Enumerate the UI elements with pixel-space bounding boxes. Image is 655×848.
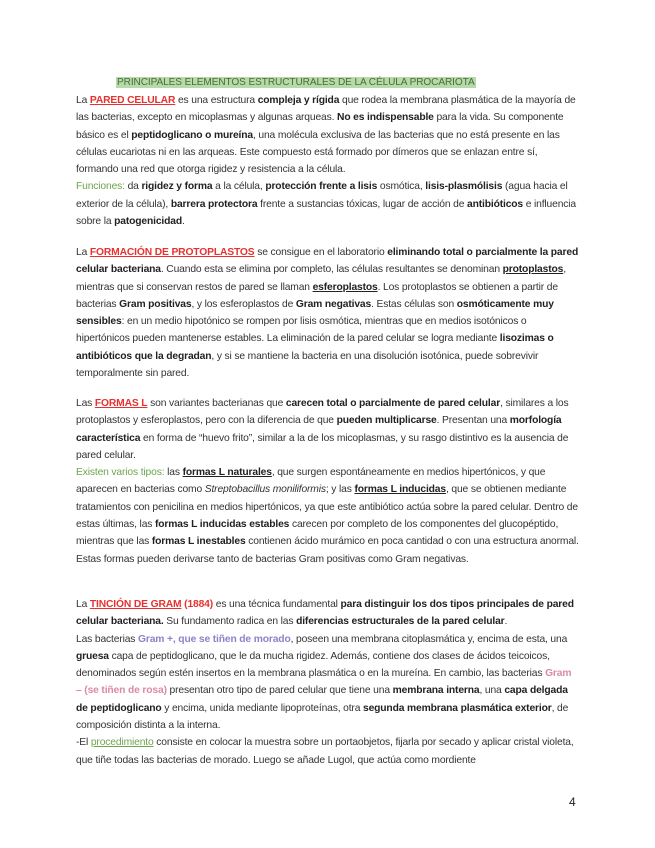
term-formas-l-naturales: formas L naturales bbox=[182, 467, 272, 479]
formas-l-paragraph bbox=[76, 395, 579, 464]
text: da bbox=[124, 181, 142, 193]
text: , de composición distinta a la interna. bbox=[76, 702, 569, 732]
pared-paragraph bbox=[76, 92, 579, 178]
text: frente a sustancias tóxicas, lugar de acción de bbox=[257, 198, 468, 210]
text: consiste en colocar la muestra sobre un portaobjetos, fijarla por secado y aplicar cristal violeta, que tiñe todas las bacterias de morado. Luego se añade Lugol, que actúa como mordiente bbox=[76, 737, 574, 766]
text: . Cuando esta se elimina por completo, las células resultantes se denominan bbox=[160, 264, 503, 276]
text: en forma de “huevo frito”, similar a la de los micoplasmas, y su rasgo distintivo es la ausencia de pared celular. bbox=[76, 432, 569, 461]
gram-positive-label: Gram +, que se tiñen de morado bbox=[138, 633, 291, 645]
text: . bbox=[182, 216, 185, 228]
species-name: Streptobacillus moniliformis bbox=[204, 484, 326, 496]
text: . Presentan una bbox=[436, 415, 510, 427]
gram-intro-paragraph bbox=[76, 596, 579, 631]
bold-text: diferencias estructurales de la pared celular bbox=[296, 616, 505, 628]
text: , mientras que si conservan restos de pared se llaman bbox=[76, 264, 566, 293]
gram-detail-paragraph bbox=[76, 631, 579, 735]
text: carecen por completo de los componentes del glucopéptido, mientras que las bbox=[76, 519, 559, 548]
bold-text: morfología característica bbox=[76, 415, 562, 444]
text: a la célula, bbox=[212, 181, 266, 193]
bold-text: gruesa bbox=[76, 650, 109, 662]
procedimiento-label: procedimiento bbox=[90, 737, 154, 749]
text: osmótica, bbox=[377, 181, 426, 193]
term-formas-l: FORMAS L bbox=[94, 398, 148, 409]
text: , una molécula exclusiva de las bacterias que no está presente en las células eucariotas ni en las arqueas. Este compuesto está formado por dímeros que se enlazan entre sí, formando una red que otorga rigidez y resistencia a la célula. bbox=[76, 129, 560, 176]
section-formas-l bbox=[76, 395, 579, 568]
bold-text: patogenicidad bbox=[114, 216, 183, 228]
text: e influencia sobre la bbox=[76, 198, 577, 228]
text: , y si se mantiene la bacteria en una disolución isotónica, puede sobrevivir temporalmente sin pared. bbox=[76, 350, 539, 380]
bold-text: para distinguir los dos tipos principales de pared celular bacteriana. bbox=[76, 599, 574, 628]
text: Su fundamento radica en las bbox=[163, 616, 297, 628]
bold-text: Gram negativas bbox=[295, 298, 372, 310]
term-formas-l-inducidas: formas L inducidas bbox=[354, 484, 446, 496]
bold-text: osmóticamente muy sensibles bbox=[76, 298, 554, 328]
bold-text: peptidoglicano o mureína bbox=[131, 129, 253, 141]
text: , y los esferoplastos de bbox=[191, 298, 296, 310]
gram-year: (1884) bbox=[181, 599, 214, 610]
text: contienen ácido murámico en poca cantidad o con una estructura anormal. Estas formas pueden derivarse tanto de bacterias Gram positivas como Gram negativas. bbox=[76, 536, 579, 565]
text: capa de peptidoglicano, que le da mucha rigidez. Además, contiene dos clases de ácidos teicoicos, denominados según estén insertos en la membrana plasmática o en la mureína. En cambio, las bacterias bbox=[76, 650, 550, 680]
bold-text: pueden multiplicarse bbox=[336, 415, 437, 427]
text: : en un medio hipotónico se rompen por lisis osmótica, mientras que en medios isotónicos o hipertónicos pueden mantenerse estables. La eliminación de la pared celular se logra mediante bbox=[76, 316, 527, 345]
title-highlight: PRINCIPALES ELEMENTOS ESTRUCTURALES DE LA CÉLULA PROCARIOTA bbox=[117, 77, 475, 88]
term-pared-celular: PARED CELULAR bbox=[89, 95, 176, 106]
bold-text: eliminando total o parcialmente la pared celular bacteriana bbox=[76, 247, 579, 276]
funciones-label: Funciones: bbox=[76, 181, 125, 193]
bold-text: Gram positivas bbox=[119, 298, 192, 310]
gram-negative-label: Gram – (se tiñen de rosa) bbox=[76, 668, 572, 697]
funciones-paragraph bbox=[76, 178, 579, 230]
text: que rodea la membrana plasmática de la mayoría de las bacterias, excepto en micoplasmas y algunas arqueas. bbox=[76, 95, 576, 124]
bold-text: capa delgada de peptidoglicano bbox=[76, 685, 568, 714]
text: es una estructura bbox=[175, 95, 258, 106]
tipos-label: Existen varios tipos: bbox=[76, 467, 165, 479]
term-esferoplastos: esferoplastos bbox=[312, 281, 378, 293]
bold-text: No es indispensable bbox=[337, 112, 434, 124]
text: (agua hacia el exterior de la célula), bbox=[76, 181, 568, 210]
term-formacion-protoplastos: FORMACIÓN DE PROTOPLASTOS bbox=[89, 247, 255, 258]
text: Las bbox=[76, 398, 95, 409]
text: se consigue en el laboratorio bbox=[254, 247, 388, 258]
tipos-paragraph bbox=[76, 464, 579, 568]
text: ; y las bbox=[325, 484, 355, 496]
bold-text: barrera protectora bbox=[170, 198, 258, 210]
text: -El bbox=[76, 737, 91, 749]
procedimiento-paragraph bbox=[76, 734, 579, 769]
page-number: 4 bbox=[569, 795, 576, 809]
bold-text: protección frente a lisis bbox=[265, 181, 378, 193]
section-tincion-gram bbox=[76, 596, 579, 769]
text: son variantes bacterianas que bbox=[147, 398, 286, 409]
protoplastos-paragraph bbox=[76, 244, 579, 382]
text: las bbox=[164, 467, 183, 479]
section-protoplastos bbox=[76, 244, 579, 382]
bold-text: segunda membrana plasmática exterior bbox=[363, 702, 552, 714]
text: para la vida. Su componente básico es el bbox=[76, 112, 564, 141]
text: Las bacterias bbox=[76, 633, 139, 645]
bold-text: antibióticos bbox=[467, 198, 523, 210]
text: , una bbox=[479, 685, 505, 697]
bold-text: formas L inestables bbox=[151, 536, 246, 548]
text: y encima, unida mediante lipoproteínas, otra bbox=[161, 702, 363, 714]
bold-text: lisozimas o antibióticos que la degradan bbox=[76, 333, 554, 362]
text: La bbox=[76, 247, 90, 258]
bold-text: rigidez y forma bbox=[141, 181, 213, 193]
text: La bbox=[76, 95, 90, 106]
bold-text: formas L inducidas estables bbox=[154, 519, 290, 531]
text: , poseen una membrana citoplasmática y, encima de esta, una bbox=[290, 633, 568, 645]
text: , similares a los protoplastos y esferoplastos, pero con la diferencia de que bbox=[76, 398, 569, 427]
text: es una técnica fundamental bbox=[213, 599, 341, 610]
bold-text: membrana interna bbox=[392, 685, 480, 697]
bold-text: compleja y rígida bbox=[257, 95, 340, 106]
bold-text: lisis-plasmólisis bbox=[425, 181, 503, 193]
term-tincion-gram: TINCIÓN DE GRAM bbox=[89, 599, 182, 610]
text: , que se obtienen mediante tratamientos con penicilina en medios hipertónicos, ya que este antibiótico actúa sobre la pared celular. Dentro de estas últimas, las bbox=[76, 484, 578, 531]
bold-text: carecen total o parcialmente de pared celular bbox=[285, 398, 501, 409]
term-protoplastos: protoplastos bbox=[502, 264, 564, 276]
text: . bbox=[504, 616, 508, 628]
section-pared-celular bbox=[76, 92, 579, 230]
text: . Los protoplastos se obtienen a partir de bacterias bbox=[76, 281, 558, 310]
page-title bbox=[116, 76, 476, 90]
text: , que surgen espontáneamente en medios hipertónicos, y que aparecen en bacterias como bbox=[76, 467, 546, 496]
text: . Estas células son bbox=[371, 298, 457, 310]
text: La bbox=[76, 599, 90, 610]
text: presentan otro tipo de pared celular que tiene una bbox=[166, 685, 393, 697]
